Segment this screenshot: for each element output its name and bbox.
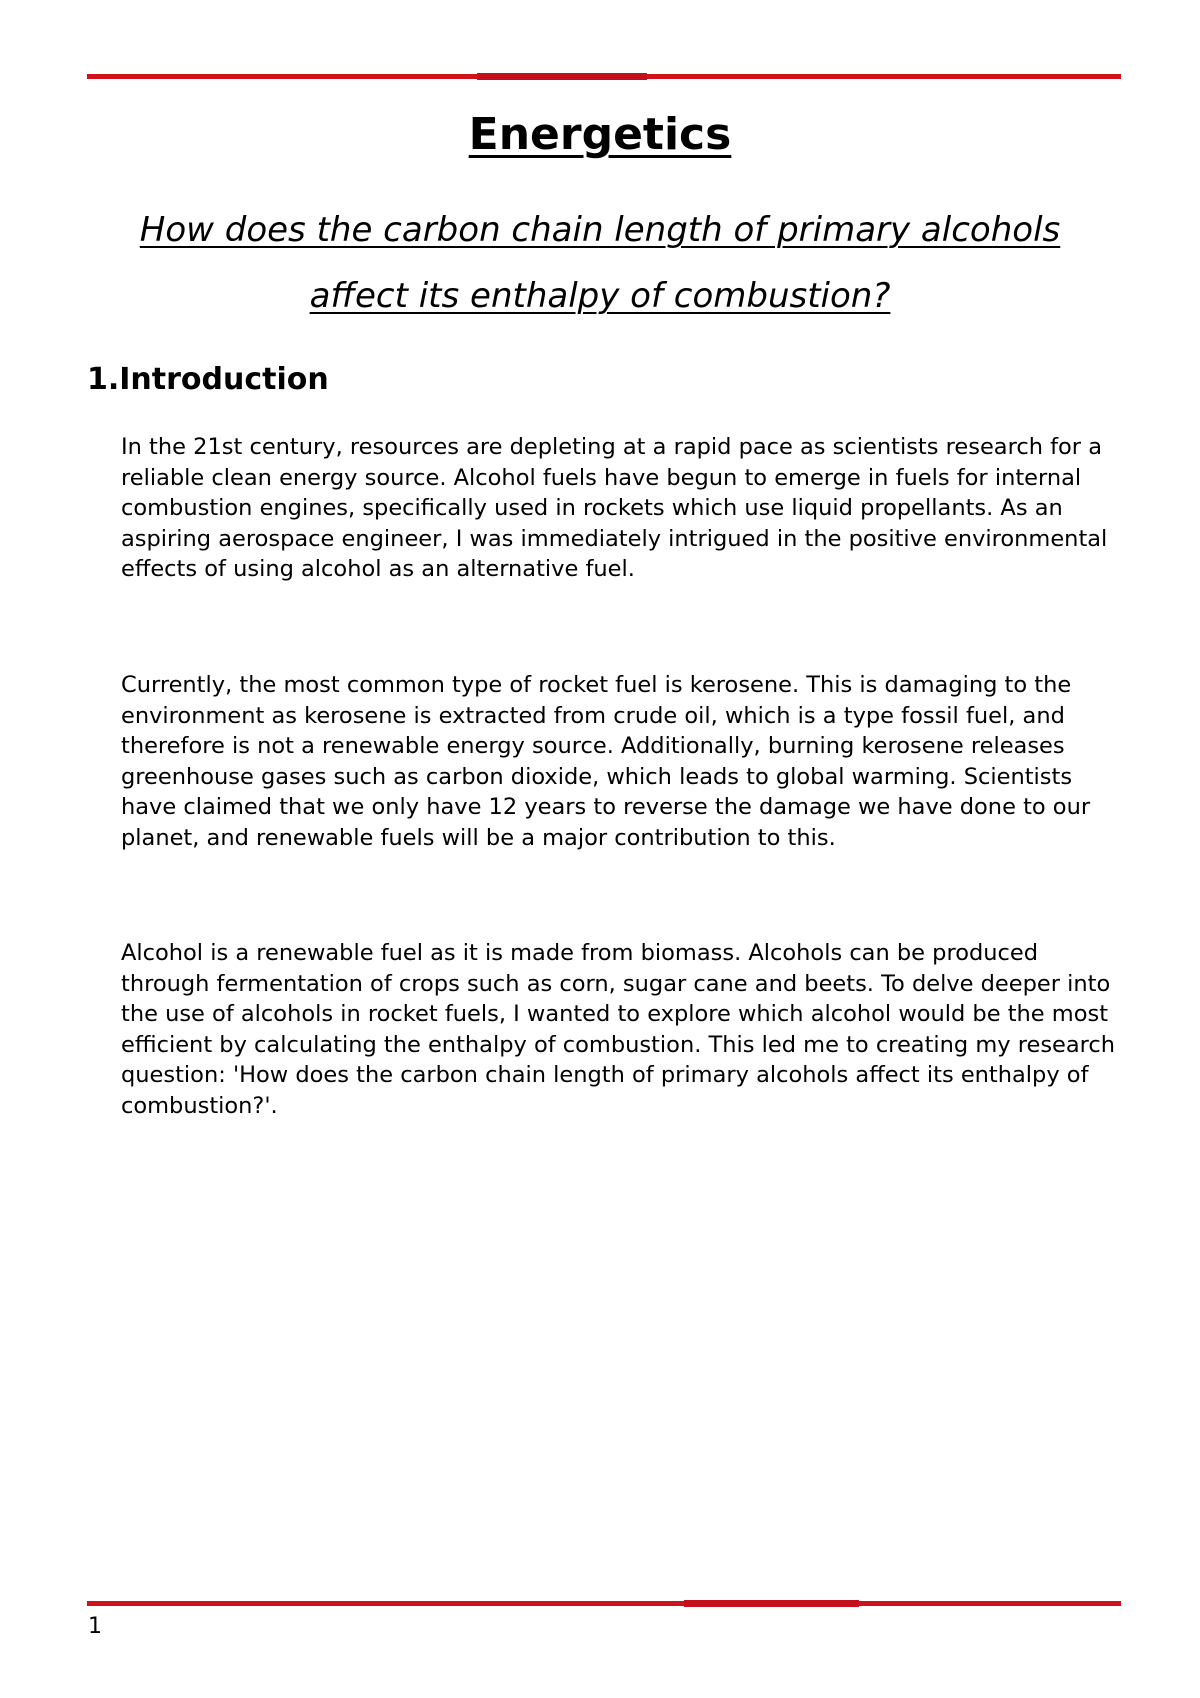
page-number: 1 — [88, 1614, 102, 1639]
section-heading-introduction: 1.Introduction — [87, 362, 329, 397]
document-title: Energetics — [468, 109, 732, 160]
header-rule — [87, 74, 1121, 79]
intro-paragraph-2: Currently, the most common type of rocket fuel is kerosene. This is damaging to the environment as kerosene is extracted from crude oil, which is a type fossil fuel, and therefore is not a renewable energy source. Additionally, burning kerosene releases greenhouse gases such as carbon dioxide, which leads to global warming. Scientists have claimed that we only have 12 years to reverse the damage we have done to our planet, and renewable fuels will be a major contribution to this. — [121, 672, 1091, 851]
footer-rule — [87, 1601, 1121, 1606]
header-rule-accent — [477, 73, 647, 80]
intro-paragraph-1: In the 21st century, resources are depleting at a rapid pace as scientists research for a reliable clean energy source. Alcohol fuels have begun to emerge in fuels for internal combustion engines, specifically used in rockets which use liquid propellants. As an aspiring aerospace engineer, I was immediately intrigued in the positive environmental effects of using alcohol as an alternative fuel. — [121, 434, 1108, 583]
research-question-subtitle: How does the carbon chain length of primary alcohols affect its enthalpy of combustion? — [139, 210, 1061, 316]
intro-paragraph-3: Alcohol is a renewable fuel as it is made from biomass. Alcohols can be produced through fermentation of crops such as corn, sugar cane and beets. To delve deeper into the use of alcohols in rocket fuels, I wanted to explore which alcohol would be the most efficient by calculating the enthalpy of combustion. This led me to creating my research question: 'How does the carbon chain length of primary alcohols affect its enthalpy of combustion?'. — [121, 940, 1116, 1119]
footer-rule-accent — [684, 1600, 859, 1607]
